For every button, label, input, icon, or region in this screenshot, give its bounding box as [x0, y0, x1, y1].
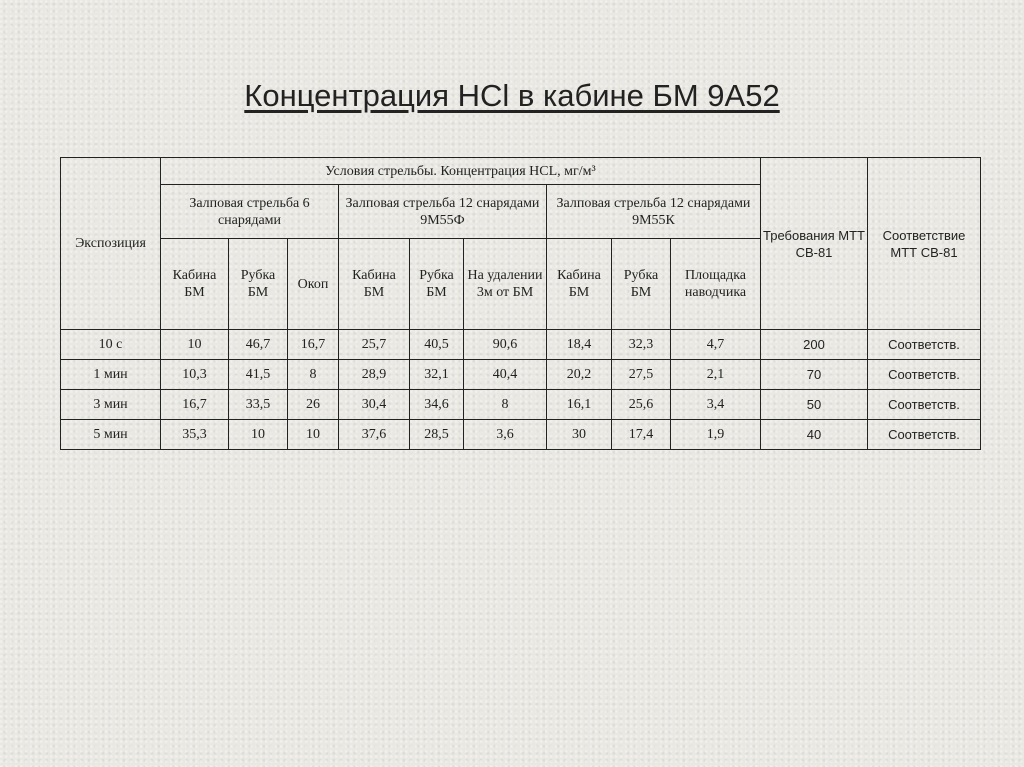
- requirement-cell: 70: [761, 360, 868, 390]
- value-cell: 28,5: [410, 420, 464, 450]
- header-exposure: Экспозиция: [61, 158, 161, 330]
- value-cell: 90,6: [464, 330, 547, 360]
- page-title: Концентрация HCl в кабине БМ 9А52: [244, 78, 780, 113]
- header-requirements: Требования МТТ СВ-81: [761, 158, 868, 330]
- header-compliance: Соответствие МТТ СВ-81: [868, 158, 981, 330]
- value-cell: 2,1: [671, 360, 761, 390]
- value-cell: 10,3: [161, 360, 229, 390]
- value-cell: 30: [547, 420, 612, 450]
- exposure-cell: 3 мин: [61, 390, 161, 420]
- value-cell: 16,1: [547, 390, 612, 420]
- subheader: Кабина БМ: [339, 239, 410, 330]
- subheader: Рубка БМ: [612, 239, 671, 330]
- value-cell: 27,5: [612, 360, 671, 390]
- value-cell: 41,5: [229, 360, 288, 390]
- value-cell: 28,9: [339, 360, 410, 390]
- group-header: Залповая стрельба 12 снарядами 9М55Ф: [339, 185, 547, 239]
- value-cell: 20,2: [547, 360, 612, 390]
- table-row: [61, 360, 981, 390]
- compliance-cell: Соответств.: [868, 360, 981, 390]
- value-cell: 8: [464, 390, 547, 420]
- subheader: Окоп: [288, 239, 339, 330]
- compliance-cell: Соответств.: [868, 390, 981, 420]
- value-cell: 16,7: [288, 330, 339, 360]
- value-cell: 4,7: [671, 330, 761, 360]
- value-cell: 10: [161, 330, 229, 360]
- value-cell: 10: [288, 420, 339, 450]
- compliance-cell: Соответств.: [868, 330, 981, 360]
- requirement-cell: 50: [761, 390, 868, 420]
- value-cell: 25,7: [339, 330, 410, 360]
- value-cell: 40,4: [464, 360, 547, 390]
- value-cell: 3,4: [671, 390, 761, 420]
- value-cell: 8: [288, 360, 339, 390]
- subheader: Кабина БМ: [161, 239, 229, 330]
- value-cell: 33,5: [229, 390, 288, 420]
- table-row: [61, 330, 981, 360]
- subheader: Рубка БМ: [229, 239, 288, 330]
- value-cell: 34,6: [410, 390, 464, 420]
- value-cell: 40,5: [410, 330, 464, 360]
- value-cell: 26: [288, 390, 339, 420]
- exposure-cell: 5 мин: [61, 420, 161, 450]
- requirement-cell: 200: [761, 330, 868, 360]
- value-cell: 32,3: [612, 330, 671, 360]
- subheader: Кабина БМ: [547, 239, 612, 330]
- value-cell: 3,6: [464, 420, 547, 450]
- value-cell: 25,6: [612, 390, 671, 420]
- group-header: Залповая стрельба 12 снарядами 9М55К: [547, 185, 761, 239]
- value-cell: 35,3: [161, 420, 229, 450]
- exposure-cell: 1 мин: [61, 360, 161, 390]
- value-cell: 32,1: [410, 360, 464, 390]
- compliance-cell: Соответств.: [868, 420, 981, 450]
- group-header: Залповая стрельба 6 снарядами: [161, 185, 339, 239]
- table-row: [61, 420, 981, 450]
- exposure-cell: 10 с: [61, 330, 161, 360]
- subheader: Площадка наводчика: [671, 239, 761, 330]
- value-cell: 18,4: [547, 330, 612, 360]
- header-conditions: Условия стрельбы. Концентрация HCL, мг/м³: [161, 158, 761, 185]
- concentration-table: [60, 157, 981, 450]
- value-cell: 46,7: [229, 330, 288, 360]
- value-cell: 1,9: [671, 420, 761, 450]
- subheader: Рубка БМ: [410, 239, 464, 330]
- table-row: [61, 390, 981, 420]
- value-cell: 10: [229, 420, 288, 450]
- value-cell: 37,6: [339, 420, 410, 450]
- value-cell: 30,4: [339, 390, 410, 420]
- requirement-cell: 40: [761, 420, 868, 450]
- subheader: На удалении 3м от БМ: [464, 239, 547, 330]
- value-cell: 17,4: [612, 420, 671, 450]
- value-cell: 16,7: [161, 390, 229, 420]
